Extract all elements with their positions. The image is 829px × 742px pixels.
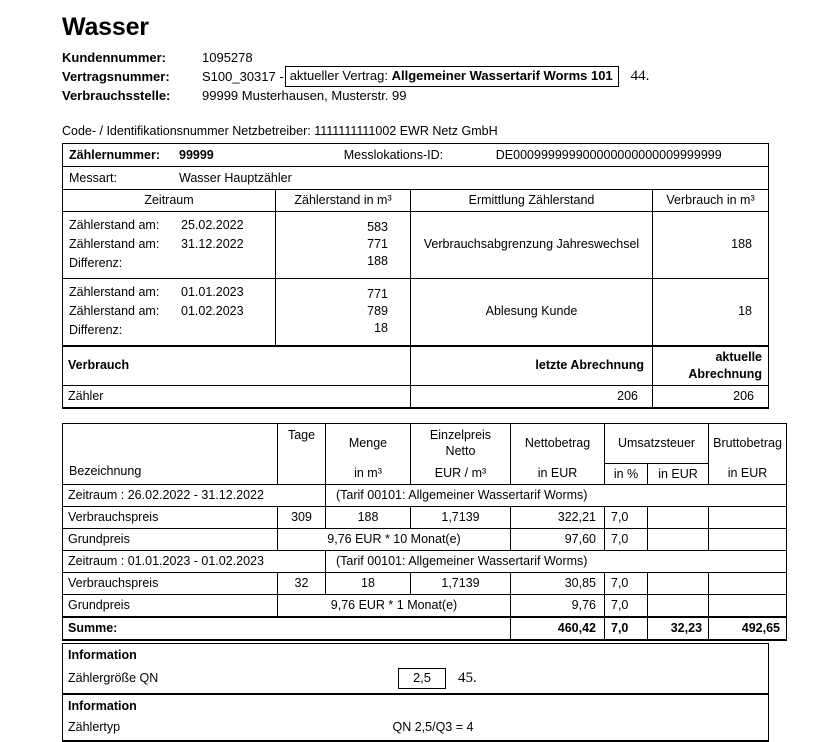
zaehlertyp-label: Zählertyp (63, 717, 393, 741)
col-verbrauch: Verbrauch in m³ (653, 189, 769, 211)
verbrauch-summary-last-value: 206 (411, 385, 653, 408)
field-verbrauchsstelle-value: 99999 Musterhausen, Musterstr. 99 (202, 87, 407, 103)
zaehlergroesse-highlight-box: 2,5 (398, 668, 446, 689)
field-verbrauchsstelle-label: Verbrauchsstelle: (62, 87, 171, 103)
p2-r2-ust-prozent: 7,0 (605, 594, 648, 617)
bill-col-einzelpreis-2: EUR / m³ (411, 463, 511, 484)
bill-col-menge-2: in m³ (326, 463, 411, 484)
bill-col-umsatzsteuer: Umsatzsteuer (605, 423, 709, 463)
p2-r2-bezeichnung: Grundpreis (63, 594, 278, 617)
meter-reading-line (69, 254, 269, 273)
period-1-tarif: (Tarif 00101: Allgemeiner Wassertarif Worms) (326, 484, 787, 506)
meter-reading-line (69, 321, 269, 340)
bill-col-tage: Tage (278, 423, 326, 484)
billing-table (62, 423, 787, 641)
messlokation-label: Messlokations-ID: (343, 147, 444, 162)
bill-col-brutto-1: Bruttobetrag (709, 423, 787, 463)
p2-r1-einzelpreis: 1,7139 (411, 572, 511, 594)
zaehlernummer-value: 99999 (179, 147, 214, 162)
p1-r2-ust-prozent: 7,0 (605, 528, 648, 550)
p2-r1-bezeichnung: Verbrauchspreis (63, 572, 278, 594)
col-zeitraum: Zeitraum (63, 189, 276, 211)
meter-meta-row-1 (63, 143, 769, 166)
meter-block-1-readings (276, 211, 411, 278)
p1-r1-bezeichnung: Verbrauchspreis (63, 506, 278, 528)
meter-block-2-verbrauch: 18 (653, 278, 769, 346)
meter-reading-line (69, 235, 269, 254)
verbrauch-summary-header-row (63, 346, 769, 386)
bill-col-brutto-2: in EUR (709, 463, 787, 484)
bill-col-einzelpreis-1: Einzelpreis Netto (411, 423, 511, 463)
field-vertragsnummer-label: Vertragsnummer: (62, 68, 170, 84)
summe-ust-prozent: 7,0 (605, 617, 648, 640)
zaehlernummer-label: Zählernummer: (69, 147, 160, 162)
p2-r1-nettobetrag: 30,85 (511, 572, 605, 594)
p1-r1-ust-prozent: 7,0 (605, 506, 648, 528)
p1-r2-merged-text: 9,76 EUR * 10 Monat(e) (278, 528, 511, 550)
information-value-row-2 (63, 717, 769, 741)
reading-value: 18 (374, 320, 388, 335)
information-title-row-2 (63, 695, 769, 717)
reading-label: Differenz: (69, 255, 123, 270)
billing-header-row (63, 423, 787, 463)
p1-r1-tage: 309 (278, 506, 326, 528)
meter-block-1-verbrauch: 188 (653, 211, 769, 278)
reading-date: 25.02.2022 (181, 217, 244, 232)
meter-meta-cell-1 (63, 143, 769, 166)
reading-label: Zählerstand am: (69, 217, 160, 232)
reading-label: Zählerstand am: (69, 284, 160, 299)
information-title-row-1 (63, 643, 769, 666)
meter-block-2-periods (63, 278, 276, 346)
p1-r1-ust-eur (648, 506, 709, 528)
billing-line-row (63, 506, 787, 528)
annotation-callout-44: 44. (630, 67, 650, 84)
meter-reading-line (69, 283, 269, 302)
meter-block-1-periods (63, 211, 276, 278)
messart-value: Wasser Hauptzähler (179, 170, 292, 185)
meter-reading-block (63, 211, 769, 278)
reading-date: 01.01.2023 (181, 284, 244, 299)
reading-value: 771 (367, 286, 388, 301)
reading-value: 771 (367, 236, 388, 251)
reading-label: Zählerstand am: (69, 236, 160, 251)
reading-value: 188 (367, 253, 388, 268)
reading-label: Zählerstand am: (69, 303, 160, 318)
verbrauch-summary-row (63, 385, 769, 408)
p1-r1-menge: 188 (326, 506, 411, 528)
p1-r1-einzelpreis: 1,7139 (411, 506, 511, 528)
document-page (62, 0, 782, 742)
field-vertragsnummer-value: S100_30317 - (202, 68, 284, 84)
page-title: Wasser (62, 13, 149, 41)
reading-date: 31.12.2022 (181, 236, 244, 251)
reading-value: 583 (367, 219, 388, 234)
zaehlertyp-value: QN 2,5/Q3 = 4 (393, 717, 769, 741)
billing-line-row (63, 594, 787, 617)
meter-table-header-row (63, 189, 769, 211)
billing-line-row (63, 572, 787, 594)
meter-meta-row-2 (63, 166, 769, 189)
information-title-1: Information (63, 643, 769, 666)
field-kundennummer (62, 48, 772, 67)
reading-date (181, 321, 269, 340)
reading-date (181, 254, 269, 273)
meter-block-1-ermittlung: Verbrauchsabgrenzung Jahreswechsel (411, 211, 653, 278)
information-row-1 (63, 666, 769, 694)
period-2-tarif: (Tarif 00101: Allgemeiner Wassertarif Worms) (326, 550, 787, 572)
bill-col-nettobetrag-2: in EUR (511, 463, 605, 484)
p1-r2-nettobetrag: 97,60 (511, 528, 605, 550)
summe-nettobetrag: 460,42 (511, 617, 605, 640)
reading-date: 01.02.2023 (181, 303, 244, 318)
bill-col-bezeichnung: Bezeichnung (63, 423, 278, 484)
information-table-2 (62, 695, 769, 742)
meter-reading-line (69, 302, 269, 321)
field-vertragsnummer (62, 67, 772, 86)
meter-block-2-ermittlung: Ablesung Kunde (411, 278, 653, 346)
meter-reading-line (69, 216, 269, 235)
bill-col-menge-1: Menge (326, 423, 411, 463)
p1-r2-ust-eur (648, 528, 709, 550)
zaehlergroesse-label: Zählergröße QN (68, 671, 159, 685)
p1-r1-brutto (709, 506, 787, 528)
information-title-2: Information (63, 695, 769, 717)
meter-reading-block (63, 278, 769, 346)
p2-r1-menge: 18 (326, 572, 411, 594)
current-contract-highlight-box (285, 66, 619, 87)
p2-r2-nettobetrag: 9,76 (511, 594, 605, 617)
col-zaehlerstand: Zählerstand in m³ (276, 189, 411, 211)
reading-label: Differenz: (69, 322, 123, 337)
field-kundennummer-label: Kundennummer: (62, 49, 166, 65)
meter-block-2-readings (276, 278, 411, 346)
bill-col-ust-eur: in EUR (648, 463, 709, 484)
billing-period-header-row (63, 484, 787, 506)
summe-brutto: 492,65 (709, 617, 787, 640)
verbrauch-summary-title: Verbrauch (63, 346, 411, 386)
meter-meta-cell-2 (63, 166, 769, 189)
billing-total-row (63, 617, 787, 640)
current-contract-prefix: aktueller Vertrag: (289, 67, 392, 83)
p1-r2-bezeichnung: Grundpreis (63, 528, 278, 550)
p2-r2-merged-text: 9,76 EUR * 1 Monat(e) (278, 594, 511, 617)
field-verbrauchsstelle (62, 86, 772, 105)
p2-r1-ust-eur (648, 572, 709, 594)
billing-line-row (63, 528, 787, 550)
reading-value: 789 (367, 303, 388, 318)
information-table-1 (62, 643, 769, 695)
summe-label: Summe: (63, 617, 511, 640)
summe-ust-eur: 32,23 (648, 617, 709, 640)
annotation-callout-45: 45. (458, 670, 477, 686)
messlokation-value: DE000999999900000000000009999999 (495, 147, 722, 162)
billing-period-header-row (63, 550, 787, 572)
verbrauch-summary-row-label: Zähler (63, 385, 411, 408)
meter-readings-table (62, 143, 769, 409)
verbrauch-summary-col-current: aktuelle Abrechnung (653, 346, 769, 386)
messart-label: Messart: (69, 170, 117, 185)
p2-r1-brutto (709, 572, 787, 594)
netzbetreiber-line: Code- / Identifikationsnummer Netzbetreiber: 1111111111002 EWR Netz GmbH (62, 123, 498, 138)
bill-col-nettobetrag-1: Nettobetrag (511, 423, 605, 463)
verbrauch-summary-col-last: letzte Abrechnung (411, 346, 653, 386)
header-fields (62, 48, 772, 105)
verbrauch-summary-current-value: 206 (653, 385, 769, 408)
period-2-zeitraum: Zeitraum : 01.01.2023 - 01.02.2023 (63, 550, 326, 572)
p1-r1-nettobetrag: 322,21 (511, 506, 605, 528)
p1-r2-brutto (709, 528, 787, 550)
information-value-row-1 (63, 666, 769, 694)
current-contract-name: Allgemeiner Wassertarif Worms 101 (391, 67, 613, 83)
p2-r1-tage: 32 (278, 572, 326, 594)
p2-r2-ust-eur (648, 594, 709, 617)
field-kundennummer-value: 1095278 (202, 49, 253, 65)
p2-r2-brutto (709, 594, 787, 617)
col-ermittlung: Ermittlung Zählerstand (411, 189, 653, 211)
period-1-zeitraum: Zeitraum : 26.02.2022 - 31.12.2022 (63, 484, 326, 506)
p2-r1-ust-prozent: 7,0 (605, 572, 648, 594)
bill-col-ust-prozent: in % (605, 463, 648, 484)
